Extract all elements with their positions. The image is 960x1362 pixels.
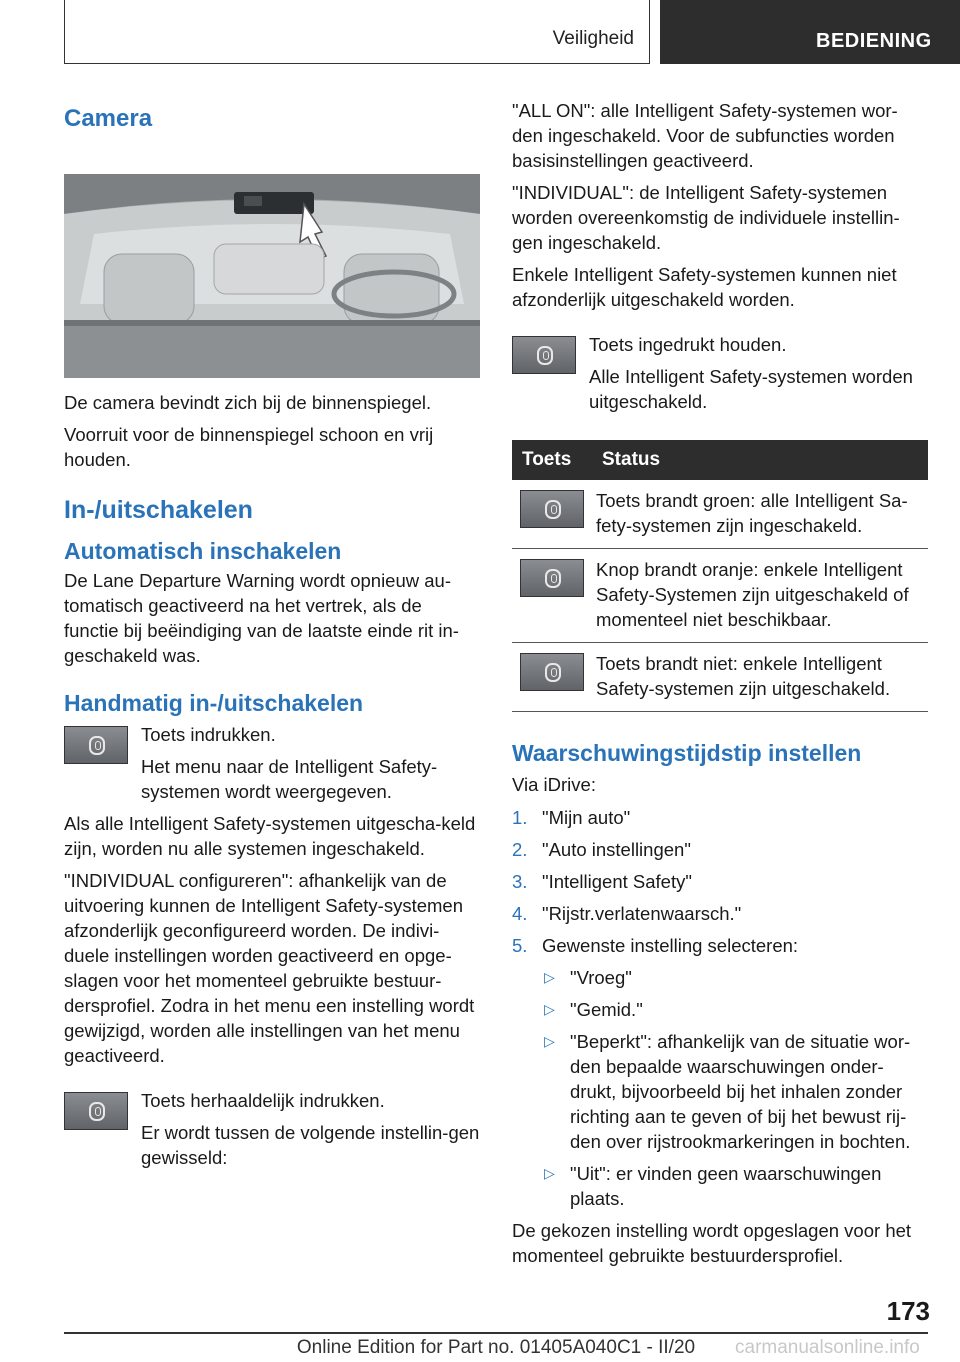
triangle-bullet-icon: ▷ [544, 1165, 555, 1181]
repeat-result-text: Er wordt tussen de volgende instellin-gen gewisseld: [141, 1122, 480, 1168]
via-idrive: Via iDrive: [512, 774, 596, 795]
chapter-tab: BEDIENING [660, 0, 960, 64]
col-header-status: Status [590, 440, 928, 480]
status-table [512, 440, 928, 712]
camera-heading: Camera [64, 105, 153, 132]
safety-button-icon [64, 1092, 128, 1130]
auto-text: De Lane Departure Warning wordt opnieuw au-tomatisch geactiveerd na het vertrek, als de functie bij beëindiging van de laatste einde rit in-geschakeld was. [64, 570, 459, 666]
camera-location-text: De camera bevindt zich bij de binnenspiegel. [64, 392, 432, 413]
hold-label: Toets ingedrukt houden. [589, 334, 787, 355]
individual-config-text: "INDIVIDUAL configureren": afhankelijk van de uitvoering kunnen de Intelligent Safety-systemen afzonderlijk geconfigureerd worden. De indivi-duele instellingen worden geactiveerd en opge-slagen voor het momenteel gebruikte bestuur-dersprofiel. Zodra in het menu een instelling wordt gewijzigd, worden alle instellingen van het menu geactiveerd. [64, 870, 475, 1066]
list-item [512, 805, 928, 830]
option-text: "Beperkt": afhankelijk van de situatie wor-den bepaalde waarschuwingen onder-drukt, bijvoorbeeld bij het inhalen zonder richting aan te geven of bij het bewust rij-den over rijstrookmarkeringen in bochten. [570, 1031, 911, 1152]
car-interior-illustration [64, 174, 480, 378]
watermark: carmanualsonline.info [735, 1337, 920, 1358]
step-text: "Auto instellingen" [542, 839, 691, 860]
step-text: Gewenste instelling selecteren: [542, 935, 799, 956]
left-column [64, 96, 480, 1170]
repeat-instruction [64, 1088, 480, 1170]
hold-instruction [512, 332, 928, 414]
all-on-text: "ALL ON": alle Intelligent Safety-systemen wor-den ingeschakeld. Voor de subfuncties worden basisinstellingen geactiveerd. [512, 100, 898, 171]
list-item [512, 837, 928, 862]
option-text: "Uit": er vinden geen waarschuwingen plaats. [570, 1163, 882, 1209]
list-item [542, 965, 928, 990]
table-row [512, 549, 928, 643]
warning-time-heading: Waarschuwingstijdstip instellen [512, 740, 862, 766]
triangle-bullet-icon: ▷ [544, 1001, 555, 1017]
press-label: Toets indrukken. [141, 724, 276, 745]
table-row [512, 643, 928, 712]
section-title: Veiligheid [552, 28, 634, 49]
press-instruction [64, 722, 480, 804]
safety-button-icon [512, 336, 576, 374]
status-text: Knop brandt oranje: enkele Intelligent Safety-Systemen zijn uitgeschakeld of momenteel niet beschikbaar. [590, 549, 928, 643]
step-number: 3. [512, 871, 528, 892]
individual-text: "INDIVIDUAL": de Intelligent Safety-systemen worden overeenkomstig de individuele instellin-gen ingeschakeld. [512, 182, 900, 253]
triangle-bullet-icon: ▷ [544, 1033, 555, 1049]
hold-result-text: Alle Intelligent Safety-systemen worden uitgeschakeld. [589, 366, 913, 412]
list-item [542, 1029, 928, 1154]
step-text: "Mijn auto" [542, 807, 631, 828]
right-column [512, 98, 928, 1268]
safety-button-icon [520, 559, 584, 597]
status-text: Toets brandt niet: enkele Intelligent Safety-systemen zijn uitgeschakeld. [590, 643, 928, 712]
saved-text: De gekozen instelling wordt opgeslagen voor het momenteel gebruikte bestuurdersprofiel. [512, 1220, 912, 1266]
safety-button-icon [64, 726, 128, 764]
status-table-header [512, 440, 928, 480]
edition-text: Online Edition for Part no. 01405A040C1 - II/20 [296, 1337, 696, 1358]
options-list [542, 965, 928, 1211]
all-off-text: Als alle Intelligent Safety-systemen uitgescha-keld zijn, worden nu alle systemen ingeschakeld. [64, 813, 476, 859]
page-number: 173 [886, 1296, 930, 1326]
step-text: "Rijstr.verlatenwaarsch." [542, 903, 742, 924]
steps-list [512, 805, 928, 1211]
status-text: Toets brandt groen: alle Intelligent Sa-fety-systemen zijn ingeschakeld. [590, 480, 928, 549]
list-item [512, 933, 928, 1211]
table-row [512, 480, 928, 549]
option-text: "Vroeg" [570, 967, 632, 988]
list-item [542, 1161, 928, 1211]
safety-button-icon [520, 653, 584, 691]
step-number: 1. [512, 807, 528, 828]
step-number: 5. [512, 935, 528, 956]
onoff-heading: In-/uitschakelen [64, 496, 253, 524]
footer-divider [64, 1332, 928, 1334]
list-item [512, 901, 928, 926]
list-item [512, 869, 928, 894]
camera-clean-text: Voorruit voor de binnenspiegel schoon en vrij houden. [64, 424, 434, 470]
step-number: 4. [512, 903, 528, 924]
repeat-label: Toets herhaaldelijk indrukken. [141, 1090, 385, 1111]
some-systems-text: Enkele Intelligent Safety-systemen kunnen niet afzonderlijk uitgeschakeld worden. [512, 264, 897, 310]
step-number: 2. [512, 839, 528, 860]
auto-heading: Automatisch inschakelen [64, 538, 342, 564]
manual-heading: Handmatig in-/uitschakelen [64, 690, 364, 716]
safety-button-icon [520, 490, 584, 528]
option-text: "Gemid." [570, 999, 643, 1020]
press-result: Het menu naar de Intelligent Safety-systemen wordt weergegeven. [141, 756, 438, 802]
step-text: "Intelligent Safety" [542, 871, 692, 892]
col-header-button: Toets [512, 440, 590, 480]
list-item [542, 997, 928, 1022]
camera-photo [64, 174, 480, 378]
triangle-bullet-icon: ▷ [544, 969, 555, 985]
